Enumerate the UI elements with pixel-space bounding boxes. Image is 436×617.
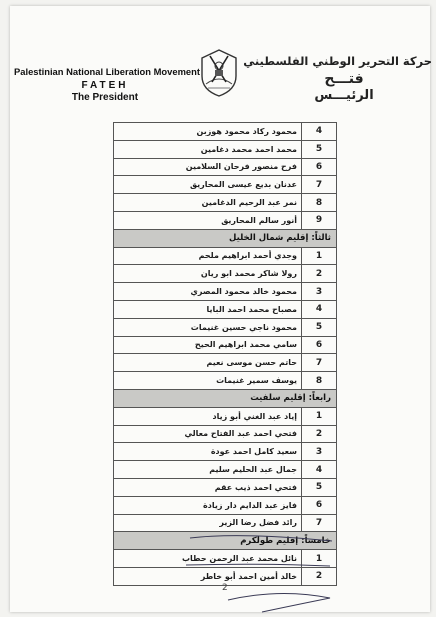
member-name: فرح منصور فرحان السلامين	[114, 158, 302, 176]
table-row	[114, 496, 337, 514]
table-row	[114, 283, 337, 301]
row-number: 8	[302, 194, 337, 212]
row-number: 7	[302, 176, 337, 194]
table-row	[114, 194, 337, 212]
member-name: وجدي أحمد ابراهيم ملحم	[114, 247, 302, 265]
row-number: 6	[302, 336, 337, 354]
row-number: 1	[302, 407, 337, 425]
table-row	[114, 354, 337, 372]
row-number: 2	[302, 425, 337, 443]
member-name: خالد أمين احمد أبو خاطر	[114, 567, 302, 585]
member-name: محمد احمد محمد دغامين	[114, 140, 302, 158]
arabic-org-name: حركة التحرير الوطني الفلسطيني	[243, 54, 432, 68]
table-row	[114, 461, 337, 479]
row-number: 6	[302, 496, 337, 514]
row-number: 2	[302, 567, 337, 585]
member-name: فتحي احمد ذيب عقم	[114, 478, 302, 496]
member-name: فايز عبد الدايم دار زيادة	[114, 496, 302, 514]
row-number: 5	[302, 140, 337, 158]
member-name: فتحي احمد عبد الفتاح معالي	[114, 425, 302, 443]
row-number: 1	[302, 550, 337, 568]
names-table	[113, 122, 337, 586]
member-name: رائد فضل رضا الزير	[114, 514, 302, 532]
table-row	[114, 247, 337, 265]
member-name: إياد عبد الغني أبو زياد	[114, 407, 302, 425]
english-movement-name: FATEH	[81, 80, 129, 91]
table-row	[114, 176, 337, 194]
row-number: 3	[302, 443, 337, 461]
table-row	[114, 478, 337, 496]
section-header-row	[114, 532, 337, 550]
table-row	[114, 550, 337, 568]
names-table-body	[114, 123, 337, 586]
section-header-row	[114, 389, 337, 407]
member-name: مصباح محمد احمد البايا	[114, 300, 302, 318]
english-title: The President	[71, 92, 139, 103]
table-row	[114, 407, 337, 425]
row-number: 8	[302, 372, 337, 390]
row-number: 3	[302, 283, 337, 301]
table-row	[114, 318, 337, 336]
member-name: محمود ناجي حسين غنيمات	[114, 318, 302, 336]
section-header-row	[114, 229, 337, 247]
arabic-movement-name: فتـــح	[324, 71, 364, 87]
section-title: رابعاً: إقليم سلفيت	[114, 389, 337, 407]
page-number: 2	[222, 583, 228, 593]
section-title: ثالثاً: إقليم شمال الخليل	[114, 229, 337, 247]
table-row	[114, 140, 337, 158]
fateh-emblem-icon	[196, 44, 242, 98]
member-name: نمر عبد الرحيم الدغامين	[114, 194, 302, 212]
row-number: 2	[302, 265, 337, 283]
table-row	[114, 372, 337, 390]
english-letterhead	[14, 66, 200, 103]
table-row	[114, 265, 337, 283]
row-number: 6	[302, 158, 337, 176]
member-name: سامي محمد ابراهيم الحيح	[114, 336, 302, 354]
arabic-title: الرئيـــس	[314, 88, 374, 103]
row-number: 4	[302, 300, 337, 318]
member-name: محمود ركاد محمود هوزبن	[114, 123, 302, 141]
row-number: 7	[302, 354, 337, 372]
member-name: حاتم حسن موسى نعيم	[114, 354, 302, 372]
member-name: محمود خالد محمود المصري	[114, 283, 302, 301]
row-number: 1	[302, 247, 337, 265]
row-number: 7	[302, 514, 337, 532]
member-name: عدنان بديع عيسى المحاريق	[114, 176, 302, 194]
table-row	[114, 336, 337, 354]
english-org-name: Palestinian National Liberation Movement	[14, 66, 200, 77]
table-row	[114, 443, 337, 461]
member-name: رولا شاكر محمد ابو ريان	[114, 265, 302, 283]
member-name: جمال عبد الحليم سليم	[114, 461, 302, 479]
row-number: 5	[302, 318, 337, 336]
row-number: 9	[302, 211, 337, 229]
table-row	[114, 158, 337, 176]
table-row	[114, 514, 337, 532]
member-name: نائل محمد عبد الرحمن حطاب	[114, 550, 302, 568]
member-name: سعيد كامل احمد عودة	[114, 443, 302, 461]
row-number: 4	[302, 123, 337, 141]
table-row	[114, 211, 337, 229]
table-row	[114, 300, 337, 318]
row-number: 4	[302, 461, 337, 479]
arabic-letterhead	[243, 54, 432, 103]
table-row	[114, 425, 337, 443]
section-title: خامساً: إقليم طولكرم	[114, 532, 337, 550]
table-row	[114, 123, 337, 141]
row-number: 5	[302, 478, 337, 496]
member-name: يوسف سمير غنيمات	[114, 372, 302, 390]
member-name: أنور سالم المحاريق	[114, 211, 302, 229]
